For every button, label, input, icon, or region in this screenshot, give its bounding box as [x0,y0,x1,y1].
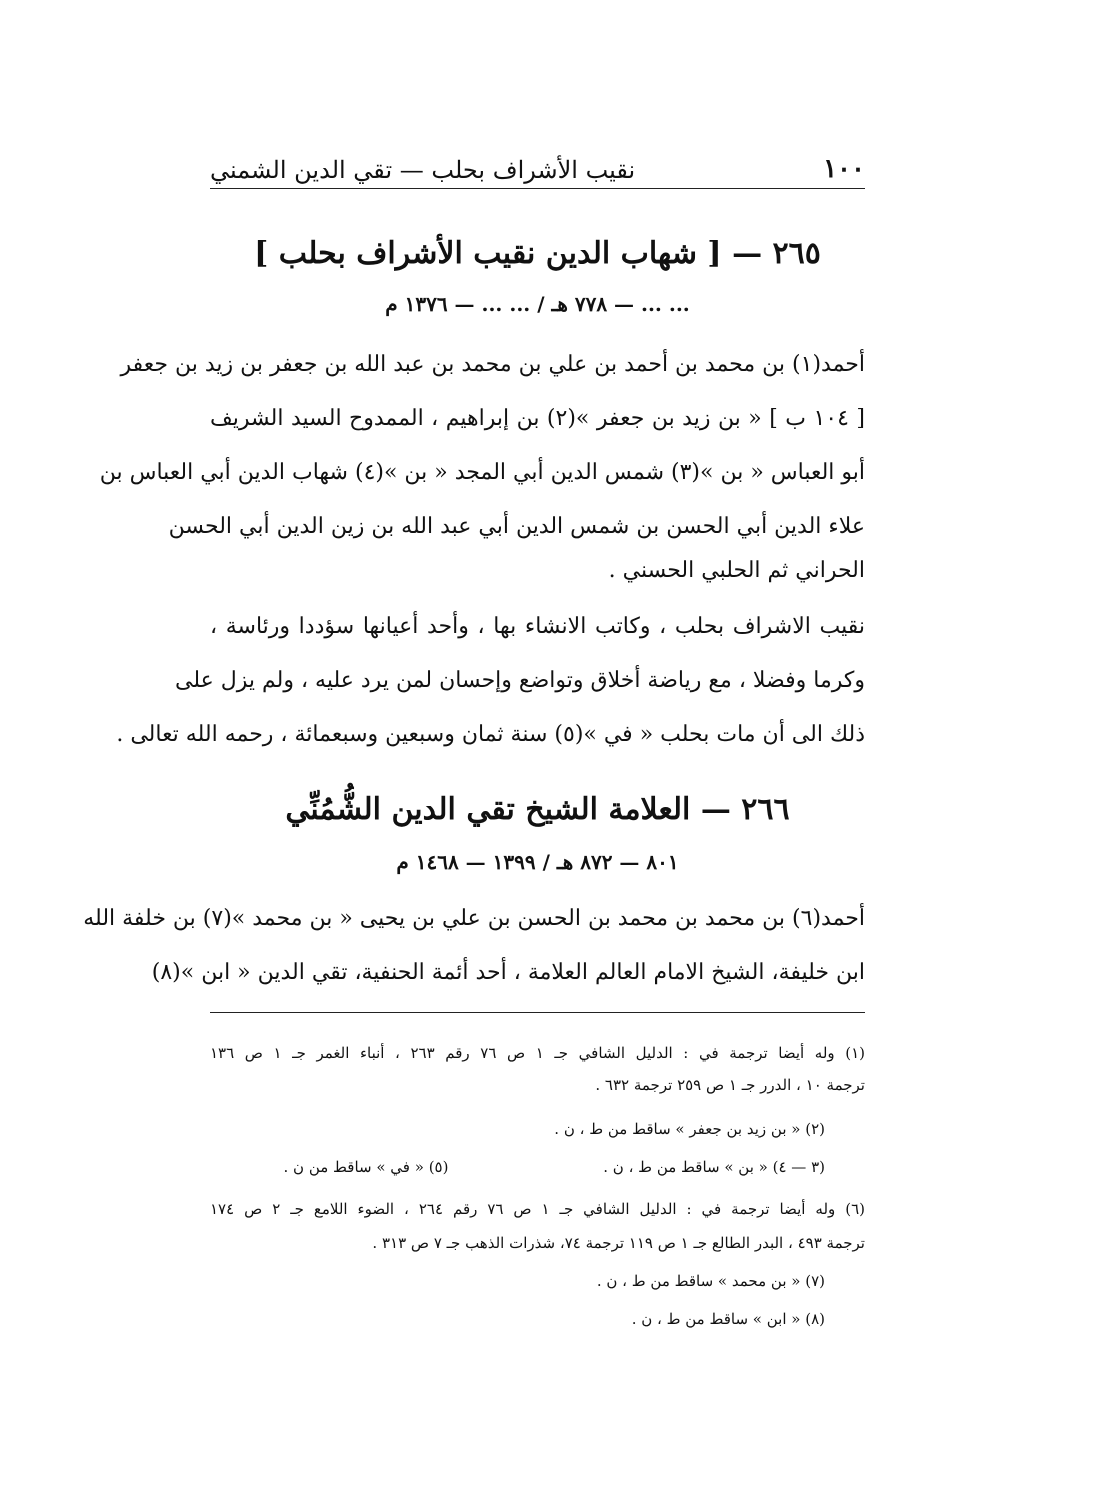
entry-265-line-1: أحمد(١) بن محمد بن أحمد بن علي بن محمد بن عبد الله بن جعفر بن زيد بن جعفر [120,352,865,377]
footnote-6-line-1: (٦) وله أيضا ترجمة في : الدليل الشافي جـ ١ ص ٧٦ رقم ٢٦٤ ، الضوء اللامع جـ ٢ ص ١٧٤ [210,1200,866,1218]
entry-265-line-6: نقيب الاشراف بحلب ، وكاتب الانشاء بها ، وأحد أعيانها سؤددا ورئاسة ، [210,614,865,639]
footnote-rule [210,1012,865,1013]
entry-265-line-5: الحراني ثم الحلبي الحسني . [608,558,865,583]
entry-265-line-3: أبو العباس « بن »(٣) شمس الدين أبي المجد « بن »(٤) شهاب الدين أبي العباس بن [99,460,865,485]
footnote-2: (٢) « بن زيد بن جعفر » ساقط من ط ، ن . [554,1120,825,1138]
footnote-6-line-2: ترجمة ٤٩٣ ، البدر الطالع جـ ١ ص ١١٩ ترجمة ٧٤، شذرات الذهب جـ ٧ ص ٣١٣ . [372,1234,865,1252]
footnote-8: (٨) « ابن » ساقط من ط ، ن . [631,1310,825,1328]
entry-265-line-4: علاء الدين أبي الحسن بن شمس الدين أبي عبد الله بن زين الدين أبي الحسن [168,514,865,539]
footnote-1-line-1: (١) وله أيضا ترجمة في : الدليل الشافي جـ ١ ص ٧٦ رقم ٢٦٣ ، أنباء الغمر جـ ١ ص ١٣٦ [210,1044,866,1062]
footnote-5: (٥) « في » ساقط من ن . [283,1158,449,1176]
entry-266-heading: ٢٦٦ — العلامة الشيخ تقي الدين الشُّمُنِّي [285,792,790,827]
entry-265-line-8: ذلك الى أن مات بحلب « في »(٥) سنة ثمان وسبعين وسبعمائة ، رحمه الله تعالى . [116,722,865,747]
footnote-3-4-row [210,1158,865,1176]
running-header [210,140,865,184]
entry-265-line-7: وكرما وفضلا ، مع رياضة أخلاق وتواضع وإحسان لمن يرد عليه ، ولم يزل على [175,668,865,693]
footnote-3-4: (٣ — ٤) « بن » ساقط من ط ، ن . [603,1158,825,1176]
entry-265-dates: ... ... — ٧٧٨ هـ / ... ... — ١٣٧٦ م [385,292,690,316]
entry-265-heading: ٢٦٥ — [ شهاب الدين نقيب الأشراف بحلب ] [254,236,821,271]
entry-266-dates: ٨٠١ — ٨٧٢ هـ / ١٣٩٩ — ١٤٦٨ م [396,850,679,874]
entry-265-line-2: [ ١٠٤ ب ] « بن زيد بن جعفر »(٢) بن إبراهيم ، الممدوح السيد الشريف [210,406,865,431]
running-title: نقيب الأشراف بحلب — تقي الدين الشمني [210,156,636,184]
header-rule [210,188,865,189]
entry-266-line-2: ابن خليفة، الشيخ الامام العالم العلامة ، أحد أئمة الحنفية، تقي الدين « ابن »(٨) [151,960,865,985]
footnote-7: (٧) « بن محمد » ساقط من ط ، ن . [596,1272,825,1290]
page-number: ١٠٠ [823,154,865,184]
footnote-1-line-2: ترجمة ١٠ ، الدرر جـ ١ ص ٢٥٩ ترجمة ٦٣٢ . [595,1076,865,1094]
entry-266-line-1: أحمد(٦) بن محمد بن محمد بن الحسن بن علي بن يحيى « بن محمد »(٧) بن خلفة الله [83,906,865,931]
